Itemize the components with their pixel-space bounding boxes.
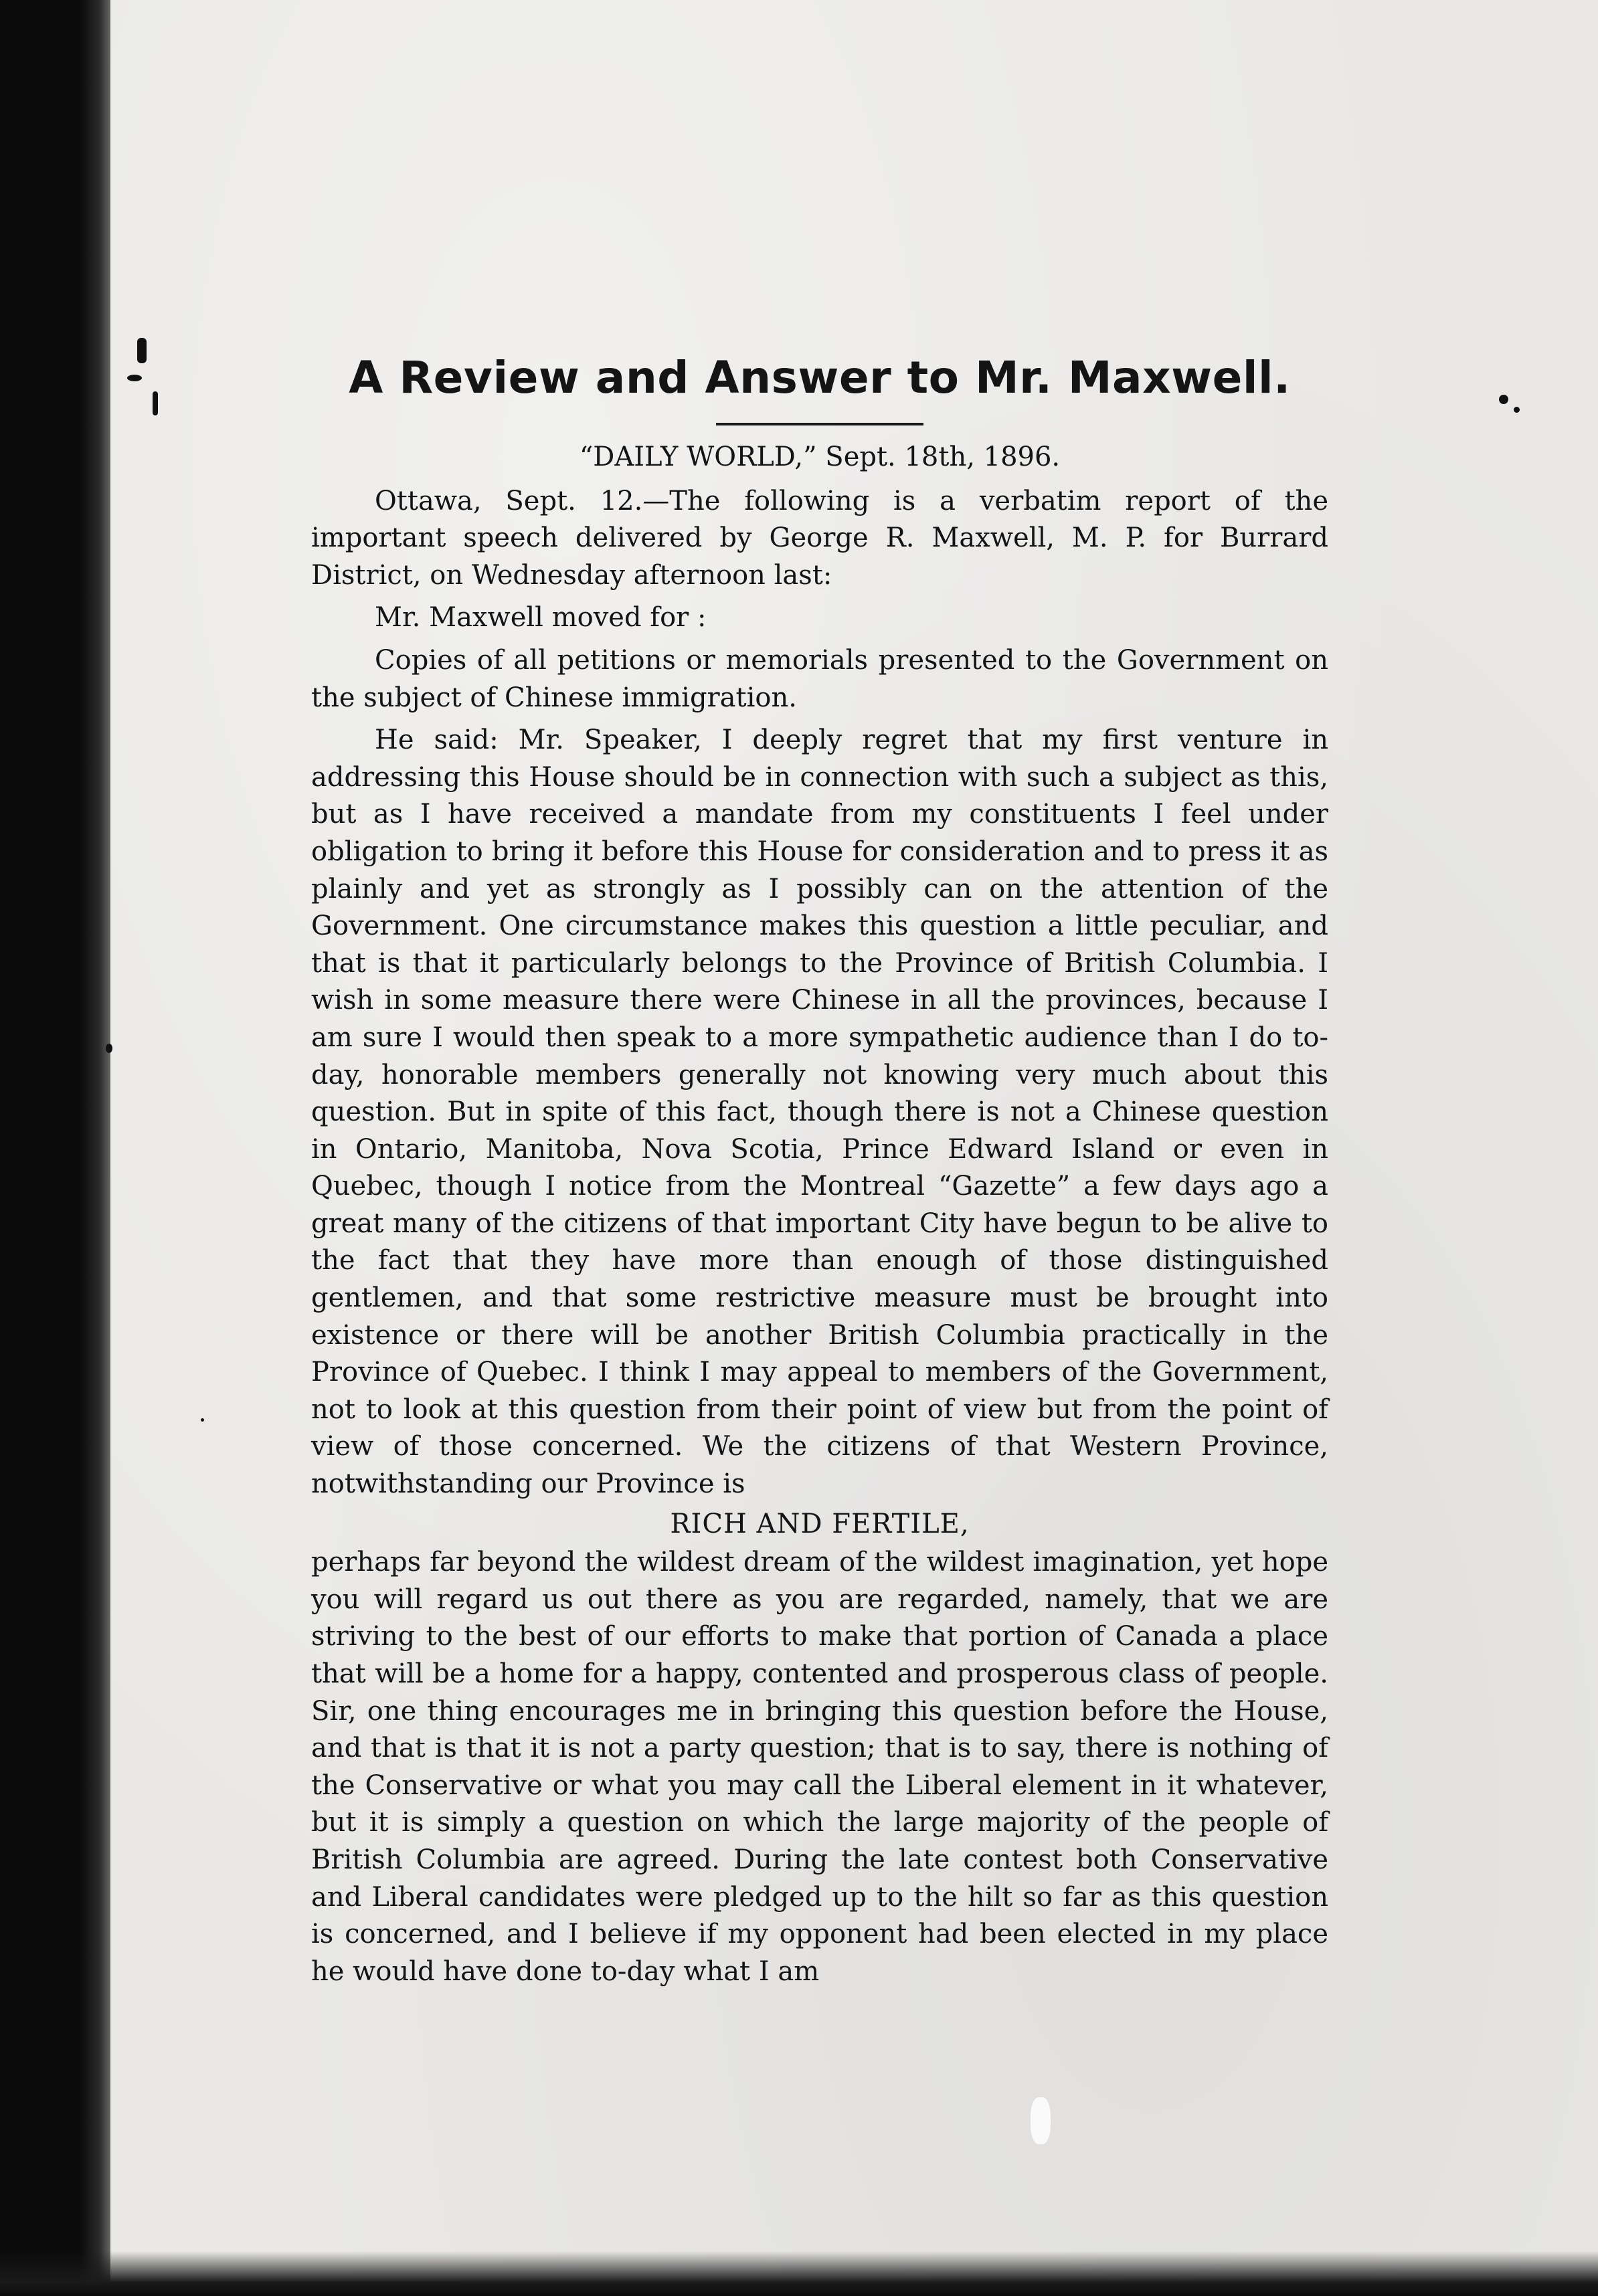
document-body bbox=[311, 348, 1328, 1990]
source-line: “DAILY WORLD,” Sept. 18th, 1896. bbox=[579, 442, 1061, 472]
document-title: A Review and Answer to Mr. Maxwell. bbox=[349, 352, 1291, 403]
title-divider bbox=[716, 423, 923, 425]
scan-speck bbox=[1499, 395, 1508, 404]
paragraph-copies: Copies of all petitions or memorials presented to the Government on the subject of Chinese immigration. bbox=[311, 644, 1328, 713]
paragraph-dateline: Ottawa, Sept. 12.—The following is a verbatim report of the important speech delivered by George R. Maxwell, M. P. for Burrard District, on Wednesday afternoon last: bbox=[311, 485, 1328, 591]
paragraph-continuation: perhaps far beyond the wildest dream of the wildest imagination, yet hope you will regard us out there as you are regarded, namely, that we are striving to the best of our efforts to make that portion of Canada a place that will be a home for a happy, contented and prosperous class of people. Sir, one thing encourages me in bringing this question before the House, and that is that it is not a party question; that is to say, there is nothing of the Conservative or what you may call the Liberal element in it whatever, but it is simply a question on which the large majority of the people of British Columbia are agreed. During the late contest both Conservative and Liberal candidates were pledged up to the hilt so far as this question is concerned, and I believe if my opponent had been elected in my place he would have done to-day what I am bbox=[311, 1547, 1328, 1987]
paragraph-speech: He said: Mr. Speaker, I deeply regret that my first venture in addressing this House should be in connection with such a subject as this, but as I have received a mandate from my constituents I feel under obligation to bring it before this House for consideration and to press it as plainly and yet as strongly as I possibly can on the attention of the Government. One circumstance makes this question a little peculiar, and that is that it particularly belongs to the Province of British Columbia. I wish in some measure there were Chinese in all the provinces, because I am sure I would then speak to a more sympathetic audience than I do to-day, honorable members generally not knowing very much about this question. But in spite of this fact, though there is not a Chinese question in Ontario, Manitoba, Nova Scotia, Prince Edward Island or even in Quebec, though I notice from the Montreal “Gazette” a few days ago a great many of the citizens of that important City have begun to be alive to the fact that they have more than enough of those distinguished gentlemen, and that some restrictive measure must be brought into existence or there will be another British Columbia practically in the Province of Quebec. I think I may appeal to members of the Government, not to look at this question from their point of view but from the point of view of those concerned. We the citizens of that Western Province, notwithstanding our Province is bbox=[311, 725, 1328, 1500]
scan-speck bbox=[127, 375, 142, 381]
scan-bottom-edge bbox=[0, 2251, 1598, 2296]
section-subheading: RICH AND FERTILE, bbox=[670, 1508, 970, 1539]
scan-speck bbox=[1514, 407, 1520, 413]
scan-speck bbox=[106, 1044, 112, 1053]
paragraph-motion: Mr. Maxwell moved for : bbox=[375, 602, 707, 634]
scan-speck bbox=[1031, 2097, 1051, 2144]
scan-speck bbox=[201, 1418, 204, 1422]
scan-speck bbox=[137, 338, 147, 363]
scan-speck bbox=[153, 391, 158, 415]
